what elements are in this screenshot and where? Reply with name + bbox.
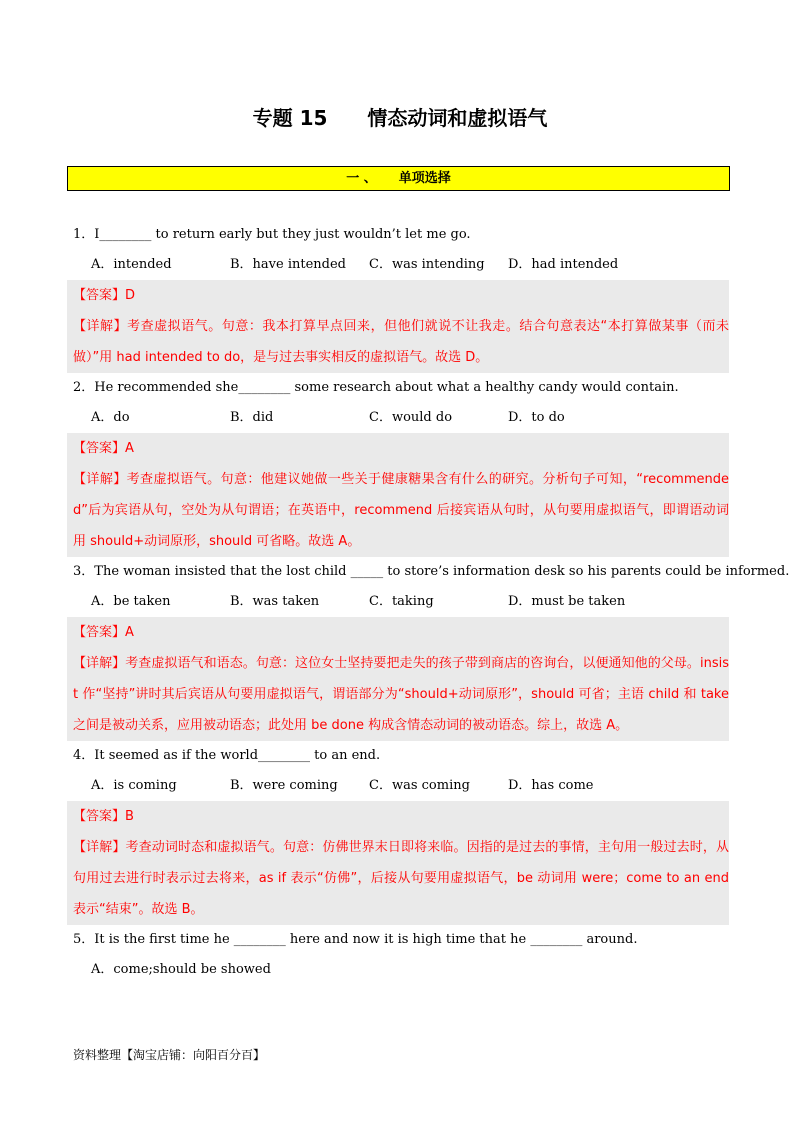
option-c: C．was intending [369,257,485,272]
option-row [73,587,729,617]
answer-explanation: 【详解】考查虚拟语气。句意：我本打算早点回来，但他们就说不让我走。结合句意表达“本打算做某事（而未做）”用 had intended to do，是与过去事实相反的虚拟语气。故选 D。 [73,319,729,365]
option-d: D．had intended [508,257,619,272]
title-text: 情态动词和虚拟语气 [367,106,548,130]
option-a: A．is coming [91,778,177,793]
footer-source: 资料整理【淘宝店铺：向阳百分百】 [73,1048,266,1062]
option-a: A．intended [91,257,172,272]
section-header [67,166,730,191]
option-c: C．was coming [369,778,470,793]
question-stem: 4．It seemed as if the world________ to an end. [73,748,381,763]
option-c: C．would do [369,410,453,425]
option-row [73,955,729,985]
title-prefix: 专题 [252,106,293,130]
answer-key: 【答案】B [73,809,134,824]
option-row [73,250,729,280]
question-stem: 3．The woman insisted that the lost child _____ to store’s information desk so his parents could be informed. [73,564,790,579]
option-b: B．did [230,410,274,425]
answer-block [67,433,729,557]
answer-explanation: 【详解】考查动词时态和虚拟语气。句意：仿佛世界末日即将来临。因指的是过去的事情，主句用一般过去时，从句用过去进行时表示过去将来，as if 表示“仿佛”，后接从句要用虚拟语气，be 动词用 were；come to an end 表示“结束”。故选 B。 [73,840,729,917]
question-item [73,220,729,373]
section-number: 一 、 [346,171,377,186]
question-item [73,557,790,741]
page-title [0,104,800,132]
question-stem: 2．He recommended she________ some research about what a healthy candy would contain. [73,380,679,395]
answer-block [67,280,729,373]
option-b: B．have intended [230,257,347,272]
answer-key: 【答案】A [73,441,134,456]
option-b: B．was taken [230,594,320,609]
question-item [73,925,729,985]
option-a: A．come;should be showed [91,962,271,977]
answer-explanation: 【详解】考查虚拟语气。句意：他建议她做一些关于健康糖果含有什么的研究。分析句子可知，“recommended”后为宾语从句，空处为从句谓语；在英语中，recommend 后接宾语从句时，从句要用虚拟语气，即谓语动词用 should+动词原形，should 可省略。故选 A。 [73,472,729,549]
question-item [73,373,729,557]
question-item [73,741,729,925]
option-d: D．to do [508,410,565,425]
question-stem: 5．It is the first time he ________ here and now it is high time that he ________ around. [73,932,638,947]
option-b: B．were coming [230,778,338,793]
title-number: 15 [299,106,328,130]
option-row [73,771,729,801]
option-row [73,403,729,433]
answer-key: 【答案】D [73,288,136,303]
answer-block [67,801,729,925]
option-d: D．must be taken [508,594,626,609]
answer-key: 【答案】A [73,625,134,640]
option-a: A．be taken [91,594,171,609]
answer-explanation: 【详解】考查虚拟语气和语态。句意：这位女士坚持要把走失的孩子带到商店的咨询台，以便通知他的父母。insist 作“坚持”讲时其后宾语从句要用虚拟语气，谓语部分为“should+动词原形”，should 可省；主语 child 和 take 之间是被动关系，应用被动语态；此处用 be done 构成含情态动词的被动语态。综上，故选 A。 [73,656,729,733]
option-a: A．do [91,410,130,425]
option-c: C．taking [369,594,434,609]
section-label: 单项选择 [398,171,451,186]
option-d: D．has come [508,778,594,793]
question-stem: 1．I________ to return early but they just wouldn’t let me go. [73,227,471,242]
answer-block [67,617,729,741]
question-list [73,220,790,985]
